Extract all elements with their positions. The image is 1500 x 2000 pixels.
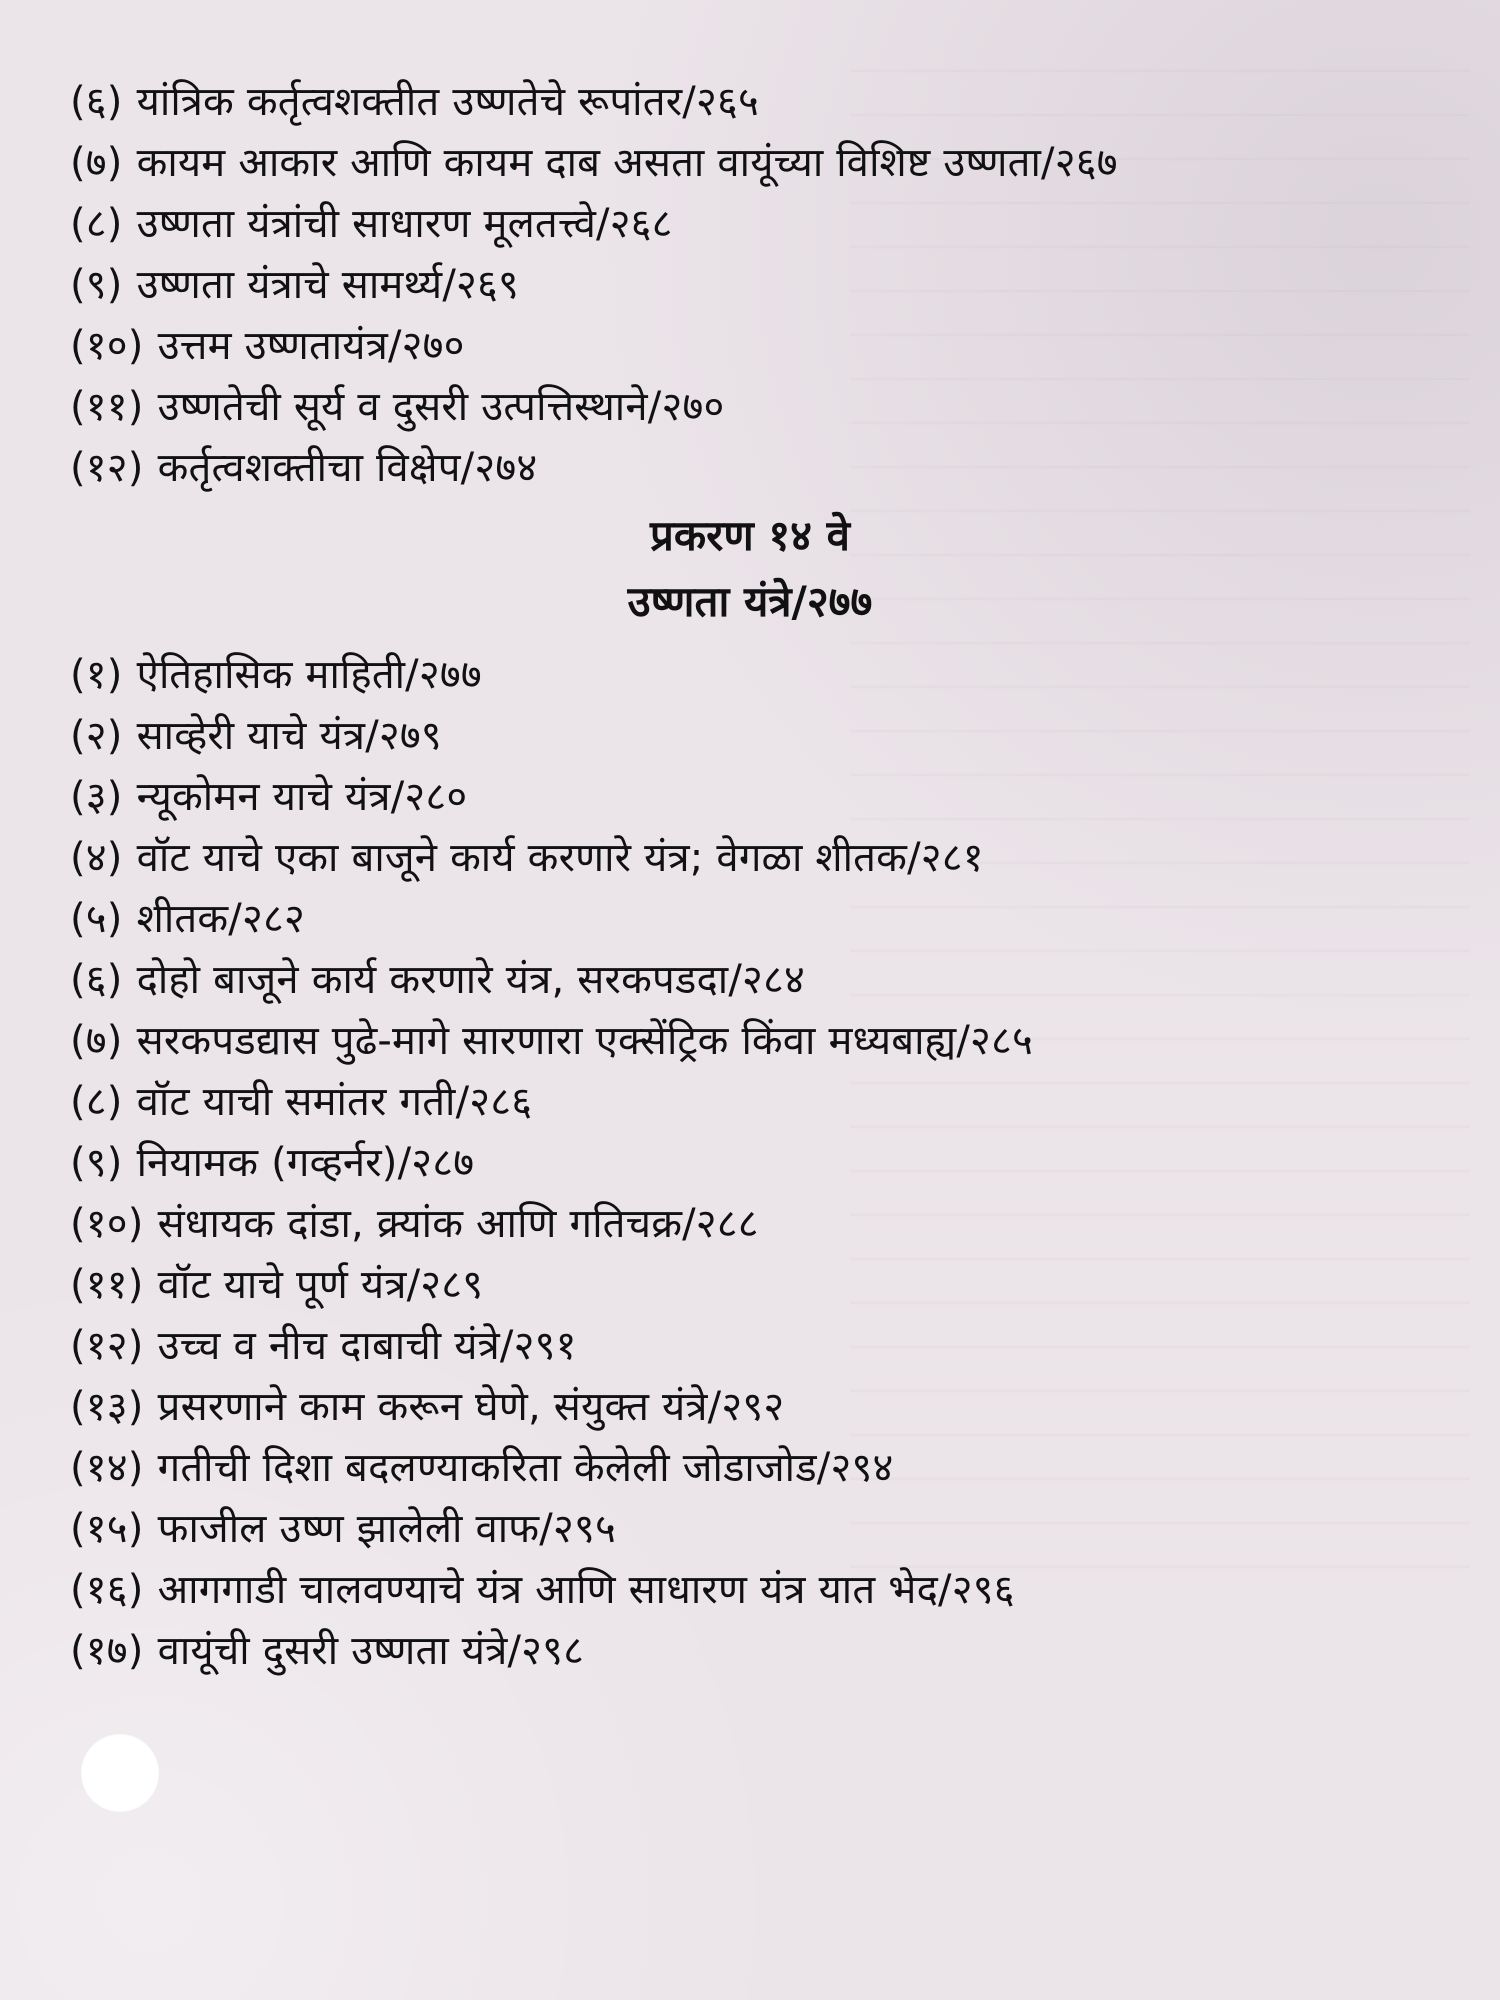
toc-entry bbox=[70, 1316, 1430, 1377]
toc-entry-title: वॉट याची समांतर गती/ bbox=[136, 1079, 470, 1125]
toc-entry-page: २६५ bbox=[695, 79, 759, 125]
toc-entry-title: फाजील उष्ण झालेली वाफ/ bbox=[157, 1506, 553, 1552]
toc-entry-page: २९८ bbox=[521, 1628, 585, 1674]
toc-entry-title: उष्णता यंत्राचे सामर्थ्य/ bbox=[136, 262, 457, 308]
toc-entry-title: उच्च व नीच दाबाची यंत्रे/ bbox=[157, 1323, 514, 1369]
toc-entry-title: शीतक/ bbox=[136, 896, 242, 942]
toc-entry-number: (७) bbox=[70, 140, 123, 186]
toc-entry-number: (१०) bbox=[70, 1201, 144, 1247]
toc-entry-number: (२) bbox=[70, 713, 123, 759]
toc-entry-title: वॉट याचे पूर्ण यंत्र/ bbox=[157, 1262, 421, 1308]
toc-entry-number: (१) bbox=[70, 652, 123, 698]
toc-entry bbox=[70, 1499, 1430, 1560]
toc-entry-page: २९२ bbox=[721, 1384, 785, 1430]
toc-entry bbox=[70, 1560, 1430, 1621]
toc-entry-page: २७९ bbox=[378, 713, 442, 759]
toc-entry-page: २८८ bbox=[695, 1201, 759, 1247]
toc-entry bbox=[70, 255, 1430, 316]
toc-entry-number: (८) bbox=[70, 1079, 123, 1125]
toc-entry-title: उष्णता यंत्रांची साधारण मूलतत्त्वे/ bbox=[136, 201, 610, 247]
toc-entry bbox=[70, 767, 1430, 828]
toc-entry-title: उष्णतेची सूर्य व दुसरी उत्पत्तिस्थाने/ bbox=[157, 384, 662, 430]
toc-entry bbox=[70, 1621, 1430, 1682]
toc-entry bbox=[70, 1011, 1430, 1072]
toc-entry-title: वॉट याचे एका बाजूने कार्य करणारे यंत्र; वेगळा शीतक/ bbox=[136, 835, 921, 881]
toc-entry-page: २८७ bbox=[411, 1140, 475, 1186]
toc-entry bbox=[70, 1255, 1430, 1316]
toc-entry-number: (१२) bbox=[70, 445, 144, 491]
toc-entry-title: आगगाडी चालवण्याचे यंत्र आणि साधारण यंत्र यात भेद/ bbox=[157, 1567, 952, 1613]
toc-entry-number: (३) bbox=[70, 774, 123, 820]
toc-entry bbox=[70, 889, 1430, 950]
toc-entry-title: सरकपडद्यास पुढे-मागे सारणारा एक्सेंट्रिक किंवा मध्यबाह्य/ bbox=[136, 1018, 971, 1064]
toc-entry bbox=[70, 72, 1430, 133]
toc-entry bbox=[70, 706, 1430, 767]
binding-hole bbox=[82, 1735, 158, 1811]
toc-entry-number: (१७) bbox=[70, 1628, 144, 1674]
toc-entry-title: दोहो बाजूने कार्य करणारे यंत्र, सरकपडदा/ bbox=[136, 957, 742, 1003]
toc-entry-title: साव्हेरी याचे यंत्र/ bbox=[136, 713, 379, 759]
toc-entry bbox=[70, 645, 1430, 706]
toc-entry-number: (१२) bbox=[70, 1323, 144, 1369]
toc-entry-number: (१३) bbox=[70, 1384, 144, 1430]
toc-entry-title: कर्तृत्वशक्तीचा विक्षेप/ bbox=[157, 445, 475, 491]
toc-entry-page: २७० bbox=[401, 323, 465, 369]
toc-entry-page: २९५ bbox=[552, 1506, 616, 1552]
toc-entry-title: गतीची दिशा बदलण्याकरिता केलेली जोडाजोड/ bbox=[157, 1445, 831, 1491]
toc-entry-page: २९६ bbox=[951, 1567, 1015, 1613]
toc-entry-number: (१४) bbox=[70, 1445, 144, 1491]
toc-entry bbox=[70, 1133, 1430, 1194]
toc-entry-title: प्रसरणाने काम करून घेणे, संयुक्त यंत्रे/ bbox=[157, 1384, 722, 1430]
toc-entry-title: ऐतिहासिक माहिती/ bbox=[136, 652, 419, 698]
toc-entry bbox=[70, 316, 1430, 377]
toc-entry-title: कायम आकार आणि कायम दाब असता वायूंच्या विशिष्ट उष्णता/ bbox=[136, 140, 1055, 186]
toc-entry bbox=[70, 1438, 1430, 1499]
toc-entry-title: वायूंची दुसरी उष्णता यंत्रे/ bbox=[157, 1628, 522, 1674]
toc-entry-number: (१०) bbox=[70, 323, 144, 369]
toc-entry-number: (११) bbox=[70, 1262, 144, 1308]
toc-entry-page: २८४ bbox=[742, 957, 805, 1003]
toc-entry-title: उत्तम उष्णतायंत्र/ bbox=[157, 323, 402, 369]
toc-entry-page: २८० bbox=[404, 774, 468, 820]
toc-entry bbox=[70, 377, 1430, 438]
toc-entry-number: (९) bbox=[70, 262, 123, 308]
toc-entry-page: २७० bbox=[661, 384, 725, 430]
chapter-heading: प्रकरण १४ वे bbox=[650, 511, 850, 560]
toc-entry bbox=[70, 438, 1430, 499]
toc-entry-page: २६८ bbox=[609, 201, 673, 247]
toc-entry-page: २९४ bbox=[830, 1445, 894, 1491]
toc-entry-number: (७) bbox=[70, 1018, 123, 1064]
toc-entry-number: (१६) bbox=[70, 1567, 144, 1613]
toc-entry-title: संधायक दांडा, क्र्यांक आणि गतिचक्र/ bbox=[157, 1201, 696, 1247]
toc-entry-page: २७४ bbox=[474, 445, 538, 491]
toc-entry bbox=[70, 950, 1430, 1011]
toc-entry-page: २८२ bbox=[241, 896, 305, 942]
toc-entry-number: (९) bbox=[70, 1140, 123, 1186]
toc-entry bbox=[70, 1072, 1430, 1133]
toc-entry-page: २८६ bbox=[469, 1079, 533, 1125]
toc-entry-number: (१५) bbox=[70, 1506, 144, 1552]
toc-entry-page: २६७ bbox=[1054, 140, 1118, 186]
toc-entry-title: यांत्रिक कर्तृत्वशक्तीत उष्णतेचे रूपांतर/ bbox=[136, 79, 696, 125]
chapter-title: उष्णता यंत्रे/२७७ bbox=[627, 577, 873, 626]
toc-entry-number: (६) bbox=[70, 957, 123, 1003]
toc-entry-title: नियामक (गव्हर्नर)/ bbox=[136, 1140, 412, 1186]
toc-entry bbox=[70, 194, 1430, 255]
toc-entry bbox=[70, 1377, 1430, 1438]
toc-entry-title: न्यूकोमन याचे यंत्र/ bbox=[136, 774, 405, 820]
toc-entry bbox=[70, 133, 1430, 194]
toc-entry bbox=[70, 1194, 1430, 1255]
toc-entry-page: २६९ bbox=[456, 262, 520, 308]
toc-entry-number: (६) bbox=[70, 79, 123, 125]
toc-entry-page: २९१ bbox=[513, 1323, 577, 1369]
toc-entry-page: २८१ bbox=[920, 835, 984, 881]
toc-entry-number: (८) bbox=[70, 201, 123, 247]
toc-entry-number: (११) bbox=[70, 384, 144, 430]
toc-entry-number: (५) bbox=[70, 896, 123, 942]
toc-entry-page: २८९ bbox=[420, 1262, 484, 1308]
toc-entry-number: (४) bbox=[70, 835, 123, 881]
toc-entry-page: २७७ bbox=[418, 652, 482, 698]
toc-entry bbox=[70, 828, 1430, 889]
table-of-contents bbox=[70, 72, 1430, 1682]
toc-entry-page: २८५ bbox=[970, 1018, 1034, 1064]
